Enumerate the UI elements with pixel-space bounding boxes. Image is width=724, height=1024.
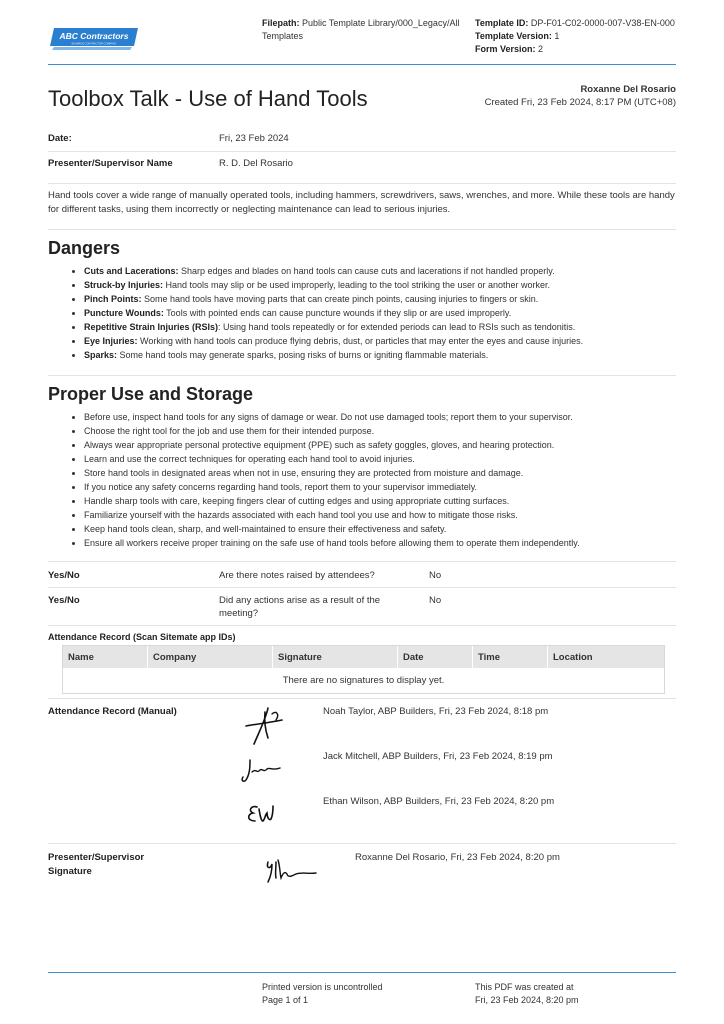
attendance-entry: Ethan Wilson, ABP Builders, Fri, 23 Feb 2024, 8:20 pm (323, 796, 555, 807)
danger-text: Working with hand tools can produce flying debris, dust, or particles that may enter the eyes and cause injuries. (137, 336, 584, 346)
danger-item (84, 306, 712, 320)
column-separator (147, 646, 148, 668)
proper-use-item: • Ensure all workers receive proper training on the safe use of hand tools before allowing them to operate them independently. (84, 536, 712, 550)
header-divider (48, 64, 676, 65)
filepath-value: Public Template Library/000_Legacy/All Templates (262, 18, 460, 42)
presenter-signature-entry: Roxanne Del Rosario, Fri, 23 Feb 2024, 8:20 pm (355, 852, 560, 863)
footer-page-number: Page 1 of 1 (262, 995, 309, 1006)
form-version-label: Form Version: (475, 44, 536, 55)
date-row (48, 126, 676, 152)
attendance-table (62, 645, 665, 694)
created-timestamp: Created Fri, 23 Feb 2024, 8:17 PM (UTC+08) (484, 96, 676, 108)
footer-created-label: This PDF was created at (475, 982, 574, 992)
presenter-signature-label: Presenter/Supervisor Signature (48, 852, 145, 878)
divider (48, 587, 676, 588)
proper-use-item: • Keep hand tools clean, sharp, and well-maintained to ensure their effectiveness and safety. (84, 522, 712, 536)
column-header-date: Date (403, 652, 424, 663)
proper-use-item: • Handle sharp tools with care, keeping fingers clear of cutting edges and using appropriate cutting surfaces. (84, 494, 712, 508)
form-version-value: 2 (538, 44, 544, 55)
question-label: Yes/No (48, 570, 80, 581)
attendance-entry: Jack Mitchell, ABP Builders, Fri, 23 Feb 2024, 8:19 pm (323, 751, 553, 762)
proper-use-item: • Learn and use the correct techniques for operating each hand tool to avoid injuries. (84, 452, 712, 466)
danger-term: Repetitive Strain Injuries (RSIs) (84, 322, 219, 332)
danger-term: Cuts and Lacerations: (84, 266, 179, 276)
template-id-value: DP-F01-C02-0000-007-V38-EN-000 (530, 18, 675, 28)
presenter-label: Presenter/Supervisor Name (48, 158, 173, 169)
danger-text: Sharp edges and blades on hand tools can cause cuts and lacerations if not handled properly. (178, 266, 555, 276)
proper-use-item: • Before use, inspect hand tools for any signs of damage or wear. Do not use damaged tools; report them to your supervisor. (84, 410, 712, 424)
danger-text: Some hand tools may generate sparks, posing risks of burns or igniting flammable materials. (117, 350, 489, 360)
column-separator (547, 646, 548, 668)
column-header-time: Time (478, 652, 501, 663)
dangers-heading: Dangers (48, 238, 121, 258)
danger-text: Hand tools may slip or be used improperly, leading to the tool striking the user or another worker. (163, 280, 551, 290)
dangers-list (48, 264, 712, 362)
danger-item (84, 278, 712, 292)
date-label: Date: (48, 133, 72, 144)
attendance-manual-title: Attendance Record (Manual) (48, 706, 177, 717)
filepath-label: Filepath: (262, 18, 300, 28)
proper-use-item: • Familiarize yourself with the hazards associated with each hand tool you use and how to mitigate those risks. (84, 508, 712, 522)
proper-use-item: • Choose the right tool for the job and use them for their intended purpose. (84, 424, 712, 438)
signature-image (240, 758, 284, 784)
footer-left (262, 981, 383, 1007)
danger-text: Tools with pointed ends can cause puncture wounds if they slip or are used improperly. (163, 308, 512, 318)
danger-item (84, 292, 712, 306)
question-answer: No (429, 570, 442, 581)
footer-right (475, 981, 579, 1007)
divider (48, 843, 676, 844)
danger-term: Struck-by Injuries: (84, 280, 164, 290)
danger-term: Sparks: (84, 350, 118, 360)
column-header-location: Location (553, 652, 593, 663)
footer-divider (48, 972, 676, 973)
company-logo (48, 26, 140, 52)
template-id-label: Template ID: (475, 18, 529, 28)
column-separator (472, 646, 473, 668)
filepath-block (262, 17, 462, 43)
proper-use-list (48, 410, 712, 550)
proper-use-heading: Proper Use and Storage (48, 384, 254, 404)
date-value: Fri, 23 Feb 2024 (219, 133, 289, 144)
column-header-name: Name (68, 652, 94, 663)
column-separator (397, 646, 398, 668)
danger-term: Puncture Wounds: (84, 308, 164, 318)
proper-use-item: • Always wear appropriate personal protective equipment (PPE) such as safety goggles, gloves, and hearing protection. (84, 438, 712, 452)
footer-created-timestamp: Fri, 23 Feb 2024, 8:20 pm (475, 995, 579, 1006)
attendance-entry: Noah Taylor, ABP Builders, Fri, 23 Feb 2024, 8:18 pm (323, 706, 549, 717)
danger-text: Some hand tools have moving parts that can create pinch points, causing injuries to fingers or skin. (141, 294, 539, 304)
table-header (63, 646, 664, 668)
author-name: Roxanne Del Rosario (580, 84, 676, 95)
divider (48, 229, 676, 230)
attendance-app-title: Attendance Record (Scan Sitemate app IDs) (48, 632, 236, 642)
column-header-company: Company (153, 652, 197, 663)
presenter-value: R. D. Del Rosario (219, 158, 293, 169)
question-text: Did any actions arise as a result of the meeting? (219, 595, 381, 620)
footer-uncontrolled-note: Printed version is uncontrolled (262, 982, 383, 992)
question-answer: No (429, 595, 442, 606)
page-title: Toolbox Talk - Use of Hand Tools (48, 86, 368, 111)
proper-use-item: • If you notice any safety concerns regarding hand tools, report them to your supervisor immediately. (84, 480, 712, 494)
signature-image (245, 801, 279, 827)
divider (48, 698, 676, 699)
presenter-row (48, 151, 676, 184)
danger-item (84, 348, 712, 362)
proper-use-item: • Store hand tools in designated areas when not in use, ensuring they are protected from moisture and damage. (84, 466, 712, 480)
template-version-label: Template Version: (475, 31, 552, 42)
template-version-value: 1 (554, 31, 560, 42)
divider (48, 561, 676, 562)
danger-term: Pinch Points: (84, 294, 142, 304)
signature-image (238, 704, 288, 748)
logo-subtext: EXAMPLE CONTRACTOR COMPANY (71, 42, 117, 46)
intro-paragraph: Hand tools cover a wide range of manually operated tools, including hammers, screwdrivers, saws, wrenches, and more. While these tools are handy for different tasks, using them incorrectly or neglecting maintenance can lead to serious injuries. (48, 190, 675, 216)
danger-item (84, 334, 712, 348)
danger-item (84, 320, 712, 334)
divider (48, 375, 676, 376)
column-separator (272, 646, 273, 668)
column-header-signature: Signature (278, 652, 322, 663)
question-label: Yes/No (48, 595, 80, 606)
logo-text: ABC Contractors (59, 31, 129, 41)
divider (48, 625, 676, 626)
table-empty-message: There are no signatures to display yet. (282, 675, 445, 686)
author-block (485, 84, 676, 110)
danger-term: Eye Injuries: (84, 336, 138, 346)
danger-item (84, 264, 712, 278)
signature-image (262, 856, 318, 886)
template-info-block (475, 17, 705, 56)
danger-text: : Using hand tools repeatedly or for extended periods can lead to RSIs such as tendonitis. (218, 322, 576, 332)
question-text: Are there notes raised by attendees? (219, 570, 375, 581)
